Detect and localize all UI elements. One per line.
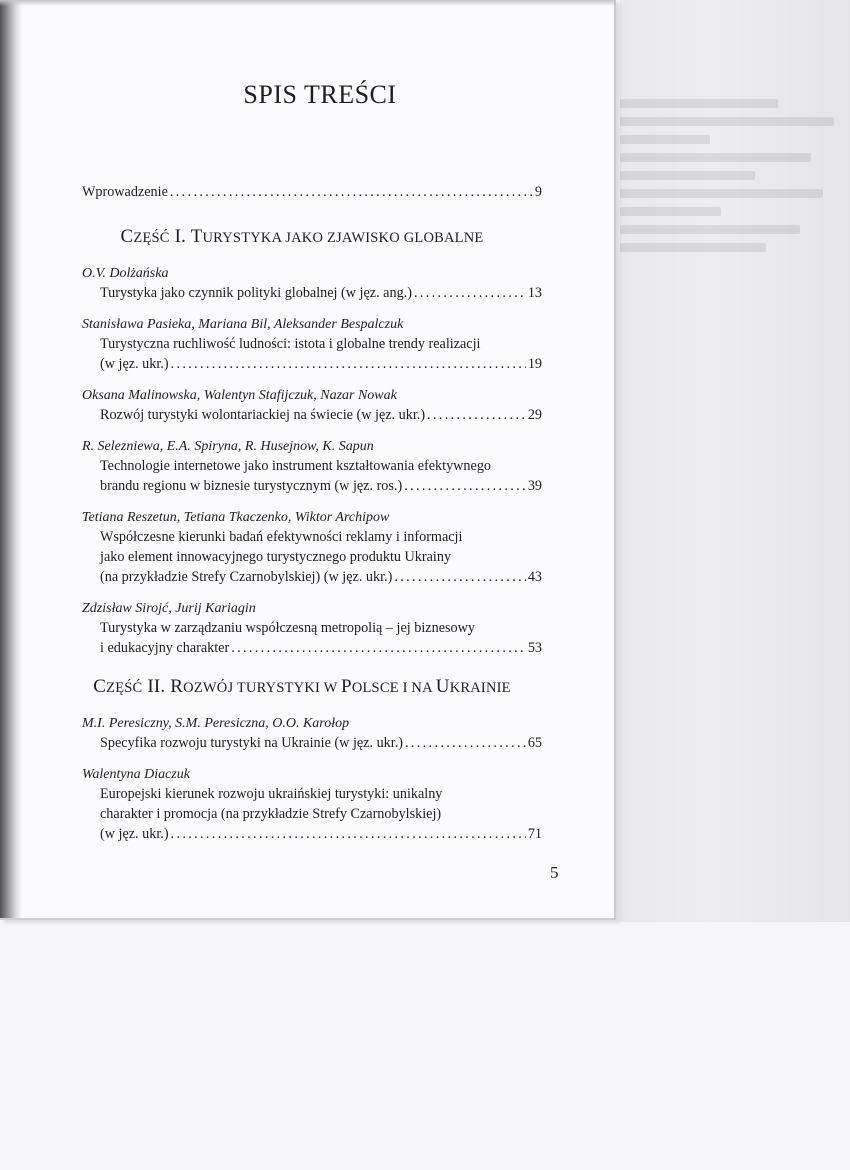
toc-intro-page: 9 [534,184,542,200]
part-1-entries [82,264,542,658]
dot-leader [404,476,526,496]
part-1-title-initial: T [190,226,203,247]
toc-entry-title-block [82,784,542,844]
part-1-heading [62,226,542,248]
part-2-poland-initial: P [341,676,352,697]
toc-entry[interactable] [82,765,542,844]
toc-entry-page: 43 [527,569,542,585]
page-title: SPIS TREŚCI [243,80,397,109]
dot-leader [171,354,526,374]
toc-entry-title-line: Turystyczna ruchliwość ludności: istota i globalne trendy realizacji [100,336,481,352]
toc-entry-title-end: (na przykładzie Strefy Czarnobylskiej) (w jęz. ukr.) [100,569,393,585]
toc-entry-title-block [82,334,542,374]
toc-entry-authors: Stanisława Pasieka, Mariana Bil, Aleksander Bespalczuk [82,317,404,332]
dot-leader [427,405,526,425]
toc-entry-title-block [82,456,542,496]
toc-entry-page: 39 [527,478,542,494]
toc-entry-page: 19 [527,356,542,372]
page-top-shadow [0,0,614,6]
toc-entry[interactable] [82,437,542,496]
toc-entry-title-end: Turystyka jako czynnik polityki globalnej (w jęz. ang.) [100,285,412,301]
toc-entry-title-end: brandu regionu w biznesie turystycznym (w jęz. ros.) [100,478,403,494]
toc-entry-authors: Zdzisław Sirojć, Jurij Kariagin [82,601,256,616]
part-2-poland-rest: OLSCE I NA [351,680,436,696]
toc-intro[interactable] [82,182,542,202]
part-2-word-initial: C [93,676,107,697]
part-1-numeral: I. [169,226,191,247]
toc-intro-label: Wprowadzenie [82,184,168,200]
binding-shadow [0,0,22,918]
toc-entry-page: 71 [527,826,542,842]
toc-entry-authors: Oksana Malinowska, Walentyn Stafijczuk, Nazar Nowak [82,388,397,403]
toc-entry[interactable] [82,508,542,587]
toc-entry[interactable] [82,599,542,658]
part-2-title-rest: OZWÓJ TURYSTYKI W [183,680,342,696]
part-1-title-rest: URYSTYKA JAKO ZJAWISKO GLOBALNE [202,230,484,246]
scanner-background-bottom [0,922,850,1170]
toc-entry-title-line: charakter i promocja (na przykładzie Strefy Czarnobylskiej) [100,806,442,822]
dot-leader [405,733,526,753]
part-2-word-rest: ZĘŚĆ [106,680,143,696]
toc-entry-title-end: i edukacyjny charakter [100,640,230,656]
toc-entry-title-line: Europejski kierunek rozwoju ukraińskiej turystyki: unikalny [100,786,443,802]
page-number: 5 [550,863,559,882]
part-2-heading [62,676,542,698]
toc-entry-last-line [100,638,542,658]
toc-entry-authors: O.V. Dolżańska [82,266,169,281]
toc-entry-last-line [100,405,542,425]
toc-entry-authors: Walentyna Diaczuk [82,767,190,782]
toc-entry-title-end: Specyfika rozwoju turystyki na Ukrainie (w jęz. ukr.) [100,735,403,751]
dot-leader [231,638,526,658]
toc-entry-last-line [100,567,542,587]
toc-entry-title-line: jako element innowacyjnego turystycznego produktu Ukrainy [100,549,452,565]
bleed-through-text [620,90,845,261]
toc-entry-authors: R. Selezniewa, E.A. Spiryna, R. Husejnow, K. Sapun [82,439,374,454]
toc-entry-title-block [82,405,542,425]
toc-entry-authors: Tetiana Reszetun, Tetiana Tkaczenko, Wiktor Archipow [82,510,390,525]
toc-entry-title-block [82,527,542,587]
part-1-word-rest: ZĘŚĆ [133,230,170,246]
toc-entry-title-block [82,618,542,658]
toc-entry[interactable] [82,714,542,753]
toc-entry-last-line [100,354,542,374]
dot-leader [171,824,526,844]
toc-entry-title-end: (w jęz. ukr.) [100,826,169,842]
toc-entry-last-line [100,824,542,844]
toc-entry-last-line [100,283,542,303]
table-of-contents [82,182,542,856]
toc-entry-title-block [82,733,542,753]
part-2-title-initial: R [170,676,184,697]
part-2-numeral: II. [142,676,171,697]
toc-entry-last-line [100,733,542,753]
toc-entry-title-block [82,283,542,303]
dot-leader [394,567,526,587]
toc-entry[interactable] [82,315,542,374]
toc-entry[interactable] [82,264,542,303]
dot-leader [170,182,533,202]
part-2-ukraine-rest: KRAINIE [449,680,511,696]
toc-entry-page: 13 [527,285,542,301]
dot-leader [414,283,526,303]
toc-entry-title-line: Współczesne kierunki badań efektywności reklamy i informacji [100,529,463,545]
toc-entry-page: 29 [527,407,542,423]
toc-entry-page: 53 [527,640,542,656]
toc-entry-title-line: Turystyka w zarządzaniu współczesną metropolią – jej biznesowy [100,620,475,636]
part-1-word-initial: C [120,226,134,247]
toc-entry[interactable] [82,386,542,425]
toc-entry-authors: M.I. Peresiczny, S.M. Peresiczna, O.O. Karołop [82,716,350,731]
toc-entry-last-line [100,476,542,496]
part-2-ukraine-initial: U [435,676,450,697]
toc-entry-title-end: Rozwój turystyki wolontariackiej na świecie (w jęz. ukr.) [100,407,426,423]
toc-entry-title-end: (w jęz. ukr.) [100,356,169,372]
toc-entry-page: 65 [527,735,542,751]
toc-entry-title-line: Technologie internetowe jako instrument kształtowania efektywnego [100,458,492,474]
part-2-entries [82,714,542,844]
